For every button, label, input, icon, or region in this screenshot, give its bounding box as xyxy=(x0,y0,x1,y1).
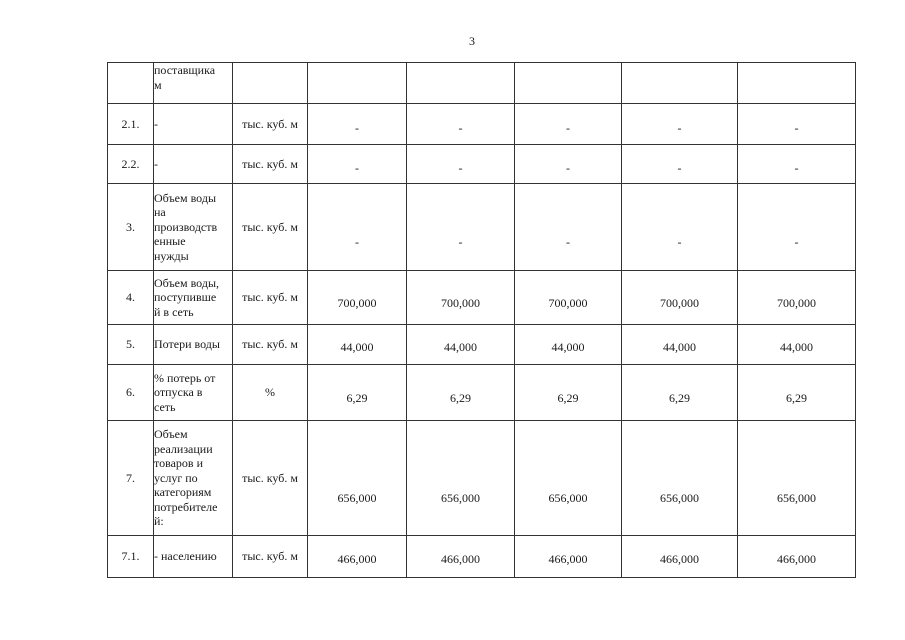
row-number xyxy=(108,63,154,104)
table-row xyxy=(108,145,856,184)
unit-cell: тыс. куб. м xyxy=(233,184,308,271)
value-cell: - xyxy=(515,145,622,184)
value-cell: - xyxy=(515,104,622,145)
value-cell: 700,000 xyxy=(622,271,738,325)
unit-cell: % xyxy=(233,365,308,421)
unit-cell: тыс. куб. м xyxy=(233,325,308,365)
table-row xyxy=(108,271,856,325)
value-cell: 700,000 xyxy=(407,271,515,325)
value-cell xyxy=(407,63,515,104)
value-cell: 6,29 xyxy=(407,365,515,421)
unit-cell: тыс. куб. м xyxy=(233,104,308,145)
value-cell: 656,000 xyxy=(308,421,407,536)
value-cell: 656,000 xyxy=(515,421,622,536)
row-number: 6. xyxy=(108,365,154,421)
value-cell: 44,000 xyxy=(738,325,856,365)
table-row xyxy=(108,325,856,365)
indicator-name: Объем воды, поступивше й в сеть xyxy=(154,271,233,325)
table-row xyxy=(108,104,856,145)
value-cell: 6,29 xyxy=(738,365,856,421)
value-cell: - xyxy=(622,145,738,184)
value-cell: 6,29 xyxy=(622,365,738,421)
value-cell xyxy=(738,63,856,104)
value-cell: - xyxy=(308,145,407,184)
table-row xyxy=(108,421,856,536)
indicator-name: - xyxy=(154,104,233,145)
indicator-name: Потери воды xyxy=(154,325,233,365)
value-cell: - xyxy=(738,184,856,271)
value-cell: 44,000 xyxy=(515,325,622,365)
value-cell: 466,000 xyxy=(622,536,738,578)
indicator-name: - xyxy=(154,145,233,184)
value-cell xyxy=(308,63,407,104)
value-cell: 466,000 xyxy=(515,536,622,578)
row-number: 2.2. xyxy=(108,145,154,184)
value-cell: 700,000 xyxy=(515,271,622,325)
value-cell: 656,000 xyxy=(738,421,856,536)
value-cell: 44,000 xyxy=(308,325,407,365)
value-cell: - xyxy=(407,145,515,184)
value-cell: - xyxy=(407,184,515,271)
indicator-name: % потерь от отпуска в сеть xyxy=(154,365,233,421)
row-number: 3. xyxy=(108,184,154,271)
page-number: 3 xyxy=(469,34,475,48)
unit-cell: тыс. куб. м xyxy=(233,536,308,578)
value-cell xyxy=(622,63,738,104)
indicator-name: поставщика м xyxy=(154,63,233,104)
value-cell: - xyxy=(738,104,856,145)
data-table xyxy=(107,62,856,578)
table-row xyxy=(108,365,856,421)
value-cell: - xyxy=(622,104,738,145)
unit-cell xyxy=(233,63,308,104)
value-cell: 656,000 xyxy=(407,421,515,536)
row-number: 7. xyxy=(108,421,154,536)
value-cell: 6,29 xyxy=(308,365,407,421)
value-cell: 466,000 xyxy=(308,536,407,578)
value-cell: - xyxy=(515,184,622,271)
table-row xyxy=(108,536,856,578)
row-number: 5. xyxy=(108,325,154,365)
unit-cell: тыс. куб. м xyxy=(233,271,308,325)
value-cell: - xyxy=(407,104,515,145)
indicator-name: - населению xyxy=(154,536,233,578)
value-cell: - xyxy=(622,184,738,271)
value-cell: - xyxy=(308,104,407,145)
unit-cell: тыс. куб. м xyxy=(233,421,308,536)
row-number: 4. xyxy=(108,271,154,325)
row-number: 7.1. xyxy=(108,536,154,578)
value-cell: 6,29 xyxy=(515,365,622,421)
table-row xyxy=(108,184,856,271)
value-cell: 44,000 xyxy=(622,325,738,365)
row-number: 2.1. xyxy=(108,104,154,145)
value-cell xyxy=(515,63,622,104)
value-cell: 700,000 xyxy=(308,271,407,325)
value-cell: 466,000 xyxy=(407,536,515,578)
value-cell: - xyxy=(308,184,407,271)
indicator-name: Объем реализации товаров и услуг по категориям потребителе й: xyxy=(154,421,233,536)
unit-cell: тыс. куб. м xyxy=(233,145,308,184)
value-cell: - xyxy=(738,145,856,184)
value-cell: 656,000 xyxy=(622,421,738,536)
value-cell: 700,000 xyxy=(738,271,856,325)
indicator-name: Объем воды на производств енные нужды xyxy=(154,184,233,271)
table-row xyxy=(108,63,856,104)
value-cell: 466,000 xyxy=(738,536,856,578)
value-cell: 44,000 xyxy=(407,325,515,365)
